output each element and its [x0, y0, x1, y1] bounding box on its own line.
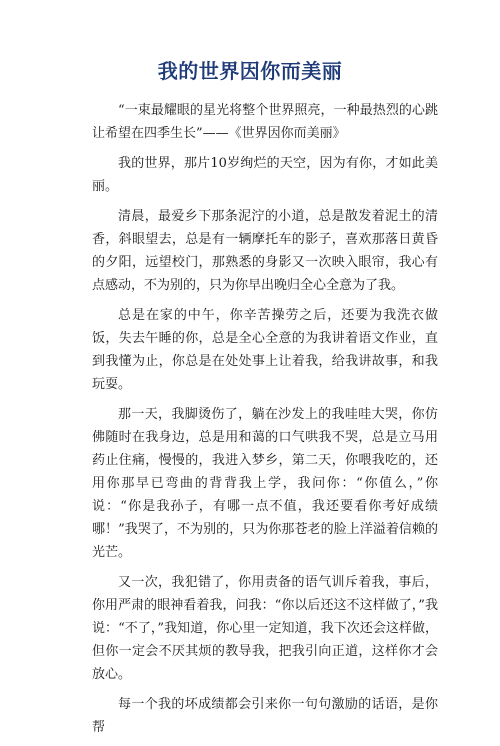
page-title: 我的世界因你而美丽	[157, 59, 343, 83]
paragraph-noon: 总是在家的中午，你辛苦操劳之后，还要为我洗衣做饭，失去午睡的你，总是全心全意的为我讲着语文作业，直到我懂为止，你总是在处处事上让着我，给我讲故事，和我玩耍。	[92, 308, 438, 392]
paragraph-burn: 那一天，我脚烫伤了，躺在沙发上的我哇哇大哭，你仿佛随时在我身边，总是用和蔼的口气哄我不哭，总是立马用药止住痛，慢慢的，我进入梦乡，第二天，你喂我吃的，还用你那早已弯曲的背背我上学，我问你：“你值么，”你说：“你是我孙子，有哪一点不值，我还要看你考好成绩哪！”我哭了，不为别的，只为你那苍老的脸上洋溢着信赖的光芒。	[92, 407, 438, 560]
paragraph-grades: 每一个我的坏成绩都会引来你一句句激励的话语，是你帮	[92, 697, 438, 735]
paragraph-intro: 我的世界，那片10岁绚烂的天空，因为有你，才如此美丽。	[92, 156, 438, 194]
article-body	[92, 99, 438, 746]
paragraph-quote: “一束最耀眼的星光将整个世界照亮，一种最热烈的心跳让希望在四季生长”——《世界因你而美丽》	[92, 103, 438, 141]
paragraph-morning: 清晨，最爱乡下那条泥泞的小道，总是散发着泥土的清香，斜眼望去，总是有一辆摩托车的影子，喜欢那落日黄昏的夕阳，远望校门，那熟悉的身影又一次映入眼帘，我心有点感动，不为别的，只为你早出晚归全心全意为了我。	[92, 209, 438, 293]
paragraph-mistake: 又一次，我犯错了，你用责备的语气训斥着我，事后，你用严肃的眼神看着我，问我：“你以后还这不这样做了，”我说：“不了，”我知道，你心里一定知道，我下次还会这样做，但你一定会不厌其烦的教导我，把我引向正道，这样你才会放心。	[92, 575, 438, 682]
